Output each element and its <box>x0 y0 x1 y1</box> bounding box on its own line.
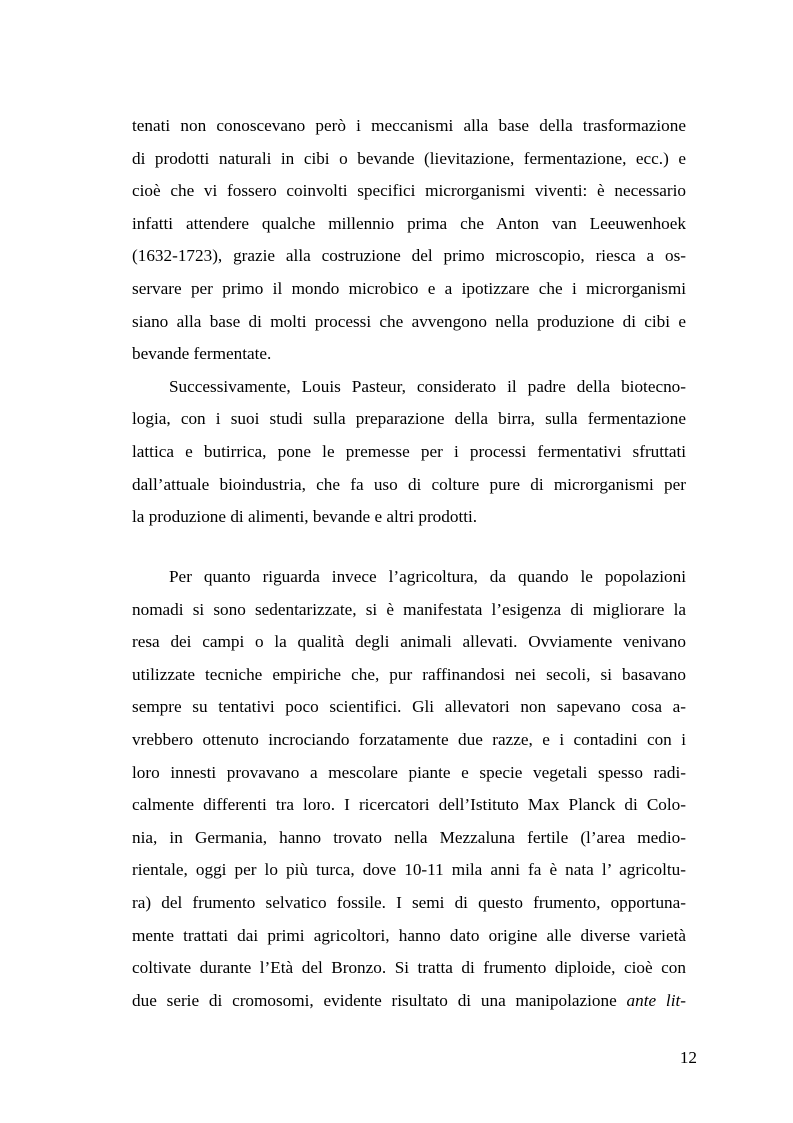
text-line: vrebbero ottenuto incrociando forzatamente due razze, e i contadini con i <box>132 729 686 749</box>
text-line: mente trattati dai primi agricoltori, hanno dato origine alle diverse varietà <box>132 925 686 945</box>
text-line: di prodotti naturali in cibi o bevande (lievitazione, fermentazione, ecc.) e <box>132 148 686 168</box>
paragraph-agricoltura <box>132 561 686 1017</box>
text-line: dall’attuale bioindustria, che fa uso di colture pure di microrganismi per <box>132 474 686 494</box>
text-line: bevande fermentate. <box>132 344 272 364</box>
text-line: rientale, oggi per lo più turca, dove 10-11 mila anni fa è nata l’ agricoltu- <box>132 860 686 880</box>
text-line: servare per primo il mondo microbico e a ipotizzare che i microrganismi <box>132 278 686 298</box>
text-line: lattica e butirrica, pone le premesse per i processi fermentativi sfruttati <box>132 441 686 461</box>
text-line: la produzione di alimenti, bevande e altri prodotti. <box>132 507 478 527</box>
paragraph-leeuwenhoek <box>132 110 686 371</box>
text-line: (1632-1723), grazie alla costruzione del primo microscopio, riesca a os- <box>132 246 686 266</box>
text-line: Per quanto riguarda invece l’agricoltura, da quando le popolazioni <box>169 567 686 586</box>
text-line: sempre su tentativi poco scientifici. Gli allevatori non sapevano cosa a- <box>132 697 686 717</box>
body-text-bottom <box>132 561 686 1017</box>
paragraph-pasteur <box>132 371 686 534</box>
page-number: 12 <box>679 1048 697 1067</box>
text-line: nia, in Germania, hanno trovato nella Mezzaluna fertile (l’area medio- <box>132 827 686 847</box>
text-line: infatti attendere qualche millennio prima che Anton van Leeuwenhoek <box>132 213 686 233</box>
body-text-top <box>132 110 686 534</box>
text-line: nomadi si sono sedentarizzate, si è manifestata l’esigenza di migliorare la <box>132 599 686 619</box>
text-line: tenati non conoscevano però i meccanismi alla base della trasformazione <box>132 116 686 135</box>
text-line: logia, con i suoi studi sulla preparazione della birra, sulla fermentazione <box>132 409 686 429</box>
text-line-plain-part: due serie di cromosomi, evidente risultato di una manipolazione <box>132 990 627 1010</box>
italic-phrase-ante-litteram: ante lit- <box>626 990 686 1010</box>
text-line: ra) del frumento selvatico fossile. I semi di questo frumento, opportuna- <box>132 892 686 912</box>
text-line: Successivamente, Louis Pasteur, considerato il padre della biotecno- <box>169 376 686 396</box>
text-line-final <box>132 985 686 1018</box>
text-line: siano alla base di molti processi che avvengono nella produzione di cibi e <box>132 311 686 331</box>
text-line: loro innesti provavano a mescolare piante e specie vegetali spesso radi- <box>132 762 686 782</box>
text-line: cioè che vi fossero coinvolti specifici microrganismi viventi: è necessario <box>132 181 686 201</box>
text-line: utilizzate tecniche empiriche che, pur raffinandosi nei secoli, si basavano <box>132 664 686 684</box>
text-line: coltivate durante l’Età del Bronzo. Si tratta di frumento diploide, cioè con <box>132 958 686 978</box>
text-line: calmente differenti tra loro. I ricercatori dell’Istituto Max Planck di Colo- <box>132 795 686 815</box>
text-line: resa dei campi o la qualità degli animali allevati. Ovviamente venivano <box>132 632 686 652</box>
